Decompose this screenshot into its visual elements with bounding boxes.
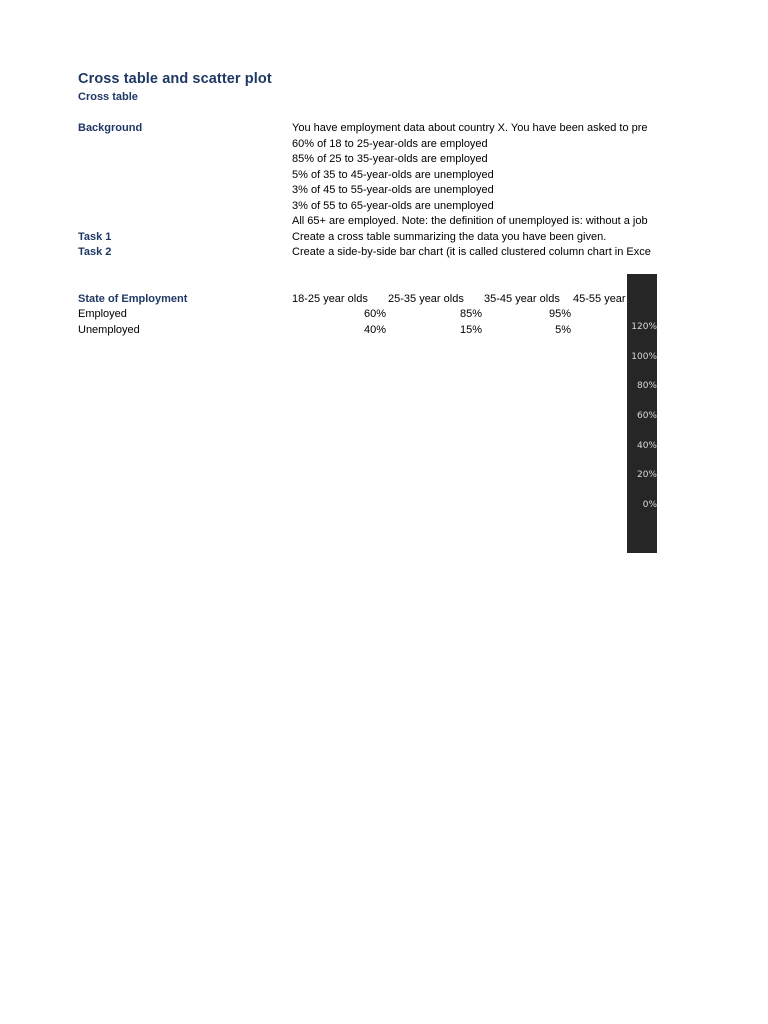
table-column-header: 35-45 year olds — [484, 293, 560, 305]
task-1-text: Create a cross table summarizing the data you have been given. — [292, 231, 607, 243]
table-cell: 15% — [459, 324, 482, 336]
task-2-label: Task 2 — [78, 246, 112, 258]
background-line: You have employment data about country X. You have been asked to pre — [292, 122, 648, 134]
table-row-label: Unemployed — [78, 324, 140, 336]
background-line: 5% of 35 to 45-year-olds are unemployed — [292, 169, 494, 181]
background-line: 3% of 55 to 65-year-olds are unemployed — [292, 200, 494, 212]
page-title: Cross table and scatter plot — [78, 71, 272, 87]
table-cell: 40% — [363, 324, 386, 336]
background-label: Background — [78, 122, 143, 134]
table-cell: 5% — [555, 324, 571, 336]
table-cell: 60% — [363, 308, 386, 320]
table-column-header: 25-35 year olds — [388, 293, 464, 305]
background-line: 60% of 18 to 25-year-olds are employed — [292, 138, 488, 150]
y-tick-label: 0% — [642, 500, 657, 510]
y-tick-label: 80% — [636, 381, 657, 391]
table-row-label: Employed — [78, 308, 127, 320]
table-header-label: State of Employment — [78, 293, 188, 305]
y-tick-label: 40% — [636, 441, 657, 451]
task-2-text: Create a side-by-side bar chart (it is called clustered column chart in Exce — [292, 246, 651, 258]
background-line: 3% of 45 to 55-year-olds are unemployed — [292, 184, 494, 196]
y-tick-label: 20% — [636, 470, 657, 480]
background-line: All 65+ are employed. Note: the definition of unemployed is: without a job — [292, 215, 648, 227]
chart-area[interactable] — [627, 274, 657, 553]
table-column-header: 45-55 year — [573, 293, 626, 305]
y-tick-label: 120% — [631, 322, 657, 332]
table-cell: 95% — [548, 308, 571, 320]
background-line: 85% of 25 to 35-year-olds are employed — [292, 153, 488, 165]
y-tick-label: 60% — [636, 411, 657, 421]
table-column-header: 18-25 year olds — [292, 293, 368, 305]
table-cell: 85% — [459, 308, 482, 320]
task-1-label: Task 1 — [78, 231, 112, 243]
y-tick-label: 100% — [631, 352, 657, 362]
page-subtitle: Cross table — [78, 91, 138, 103]
